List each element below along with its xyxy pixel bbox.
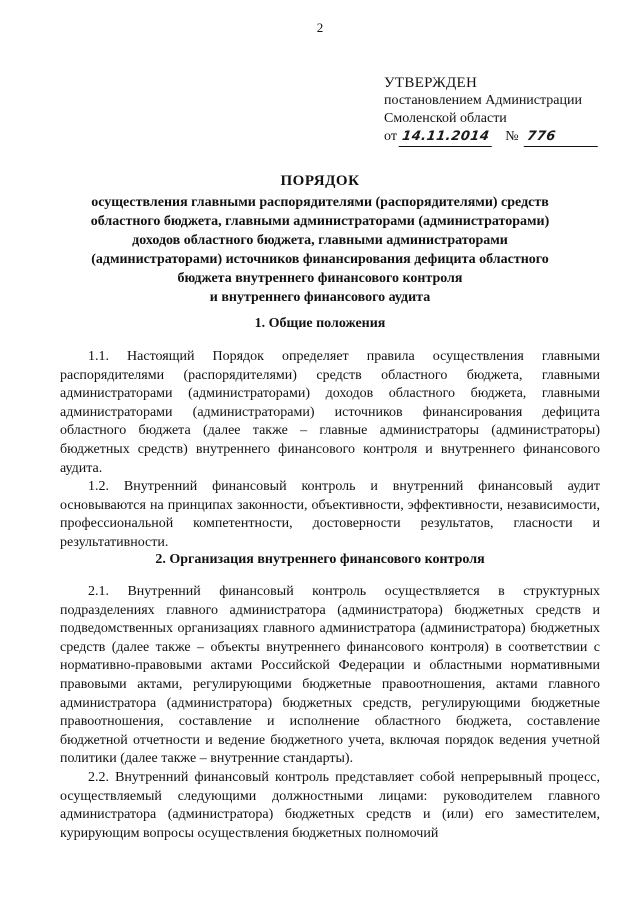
number-label: № — [505, 129, 519, 144]
approval-line-1: постановлением Администрации — [384, 93, 582, 108]
paragraph-1-1: 1.1. Настоящий Порядок определяет правила осуществления главными распорядителями (распорядителями) средств областного бюджета, главными администраторами (администраторами) доходов областного бюджета, главными администраторами (администраторами) источников финансирования дефицита областного бюджета (далее также – главные администраторы (администраторы) бюджетных средств) внутреннего финансового контроля и внутреннего финансового аудита. — [60, 349, 600, 476]
document-heading: ПОРЯДОК — [280, 173, 360, 189]
paragraph-2-1: 2.1. Внутренний финансовый контроль осуществляется в структурных подразделениях главного администратора (администратора) бюджетных средств и подведомственных организациях главного администратора (администратора) бюджетных средств (далее также – объекты внутреннего финансового контроля) в соответствии с нормативно-правовыми актами Российской Федерации и областными нормативными правовыми актами, регулирующими бюджетные правоотношения, актами главного администратора (администратора) бюджетных средств, регулирующими бюджетные правоотношения, составление и исполнение областного бюджета, составление бюджетной отчетности и ведение бюджетного учета, включая порядок ведения учетной политики (далее также – внутренние стандарты). — [60, 584, 600, 767]
page-number: 2 — [316, 20, 324, 35]
date-from-label: от — [384, 129, 397, 144]
section-body-internal-control — [60, 583, 600, 843]
approval-title: УТВЕРЖДЕН — [384, 75, 478, 91]
document-subtitle-line: областного бюджета, главными администраторами (администраторами) — [90, 214, 550, 229]
approval-date-row — [384, 128, 614, 147]
document-title — [60, 172, 580, 307]
section-body-general — [60, 348, 600, 553]
document-subtitle-line: осуществления главными распорядителями (распорядителями) средств — [91, 195, 549, 210]
section-heading-general: 1. Общие положения — [254, 316, 386, 331]
paragraph-1-2: 1.2. Внутренний финансовый контроль и внутренний финансовый аудит основываются на принципах законности, объективности, эффективности, независимости, профессиональной компетентности, достоверности результатов, гласности и результативности. — [60, 479, 600, 550]
document-subtitle-line: доходов областного бюджета, главными администраторами — [132, 233, 508, 248]
handwritten-date: 14.11.2014 — [399, 128, 495, 147]
paragraph-2-2: 2.2. Внутренний финансовый контроль представляет собой непрерывный процесс, осуществляемый следующими должностными лицами: руководителем главного администратора (администратора) бюджетных средств и (или) его заместителем, курирующим вопросы осуществления бюджетных полномочий — [60, 769, 600, 841]
handwritten-number: 776 — [524, 128, 601, 147]
document-subtitle-line: (администраторами) источников финансирования дефицита областного — [91, 252, 549, 267]
document-subtitle-line: бюджета внутреннего финансового контроля — [177, 271, 463, 286]
approval-stamp-block — [384, 74, 614, 147]
document-subtitle-line: и внутреннего финансового аудита — [209, 290, 431, 305]
section-heading-internal-control: 2. Организация внутреннего финансового контроля — [155, 552, 485, 567]
approval-line-2: Смоленской области — [384, 111, 507, 126]
